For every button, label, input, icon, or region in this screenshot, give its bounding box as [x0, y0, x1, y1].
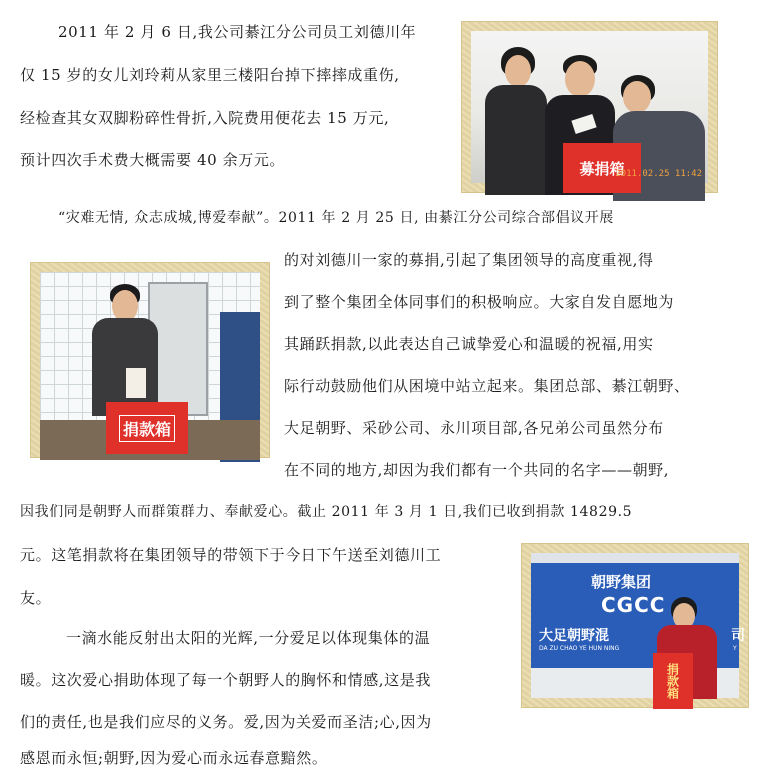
text-line: 们的责任,也是我们应尽的义务。爱,因为关爱而圣洁;心,因为: [20, 713, 432, 731]
text-line: 2011 年 2 月 6 日,我公司綦江分公司员工刘德川年: [58, 23, 417, 41]
text-line: 际行动鼓励他们从困境中站立起来。集团总部、綦江朝野、: [284, 377, 690, 395]
sign-company-name: 朝野集团: [591, 573, 652, 591]
photo-donation-2: [30, 262, 270, 458]
sign-pinyin-tail: Y: [733, 645, 737, 652]
text-line: 感恩而永恒;朝野,因为爱心而永远春意黯然。: [20, 749, 328, 767]
donation-box: [653, 653, 693, 709]
text-line: 预计四次手术费大概需要 40 余万元。: [20, 151, 286, 169]
photo-donation-1: [461, 21, 718, 193]
text-line: 其踊跃捐款,以此表达自己诚挚爱心和温暖的祝福,用实: [284, 335, 654, 353]
date-stamp: 2011.02.25 11:42: [615, 169, 702, 179]
donation-box: [563, 143, 641, 193]
sign-branch-name: 大足朝野混: [539, 628, 609, 644]
text-line: 大足朝野、采砂公司、永川项目部,各兄弟公司虽然分布: [284, 419, 664, 437]
text-line: 一滴水能反射出太阳的光辉,一分爱足以体现集体的温: [66, 629, 431, 647]
donation-box-label: 募捐箱: [579, 159, 625, 178]
donation-box: [106, 402, 188, 454]
sign-pinyin: DA ZU CHAO YE HUN NING: [539, 645, 620, 652]
photo-donation-3: [521, 543, 749, 708]
text-line: 因我们同是朝野人而群策群力、奉献爱心。截止 2011 年 3 月 1 日,我们已收到捐款 14829.5: [20, 504, 633, 520]
text-line: 在不同的地方,却因为我们都有一个共同的名字——朝野,: [284, 461, 670, 479]
text-line: “灾难无情, 众志成城,博爱奉献”。2011 年 2 月 25 日, 由綦江分公司综合部倡议开展: [58, 210, 614, 226]
text-line: 经检查其女双脚粉碎性骨折,入院费用便花去 15 万元,: [20, 109, 390, 127]
woman-figure: [531, 553, 739, 698]
text-line: 暖。这次爱心捐助体现了每一个朝野人的胸怀和情感,这是我: [20, 671, 431, 689]
text-line: 的对刘德川一家的募捐,引起了集团领导的高度重视,得: [284, 251, 654, 269]
donation-box-label: 捐款箱: [665, 663, 680, 699]
text-line: 友。: [20, 589, 52, 607]
text-line: 元。这笔捐款将在集团领导的带领下于今日下午送至刘德川工: [20, 546, 442, 564]
donation-box-label: 捐款箱: [119, 415, 175, 442]
text-line: 仅 15 岁的女儿刘玲莉从家里三楼阳台掉下摔摔成重伤,: [20, 66, 400, 84]
text-line: 到了整个集团全体同事们的积极响应。大家自发自愿地为: [284, 293, 675, 311]
sign-branch-name-tail: 司: [731, 628, 745, 644]
sign-logo: CGCC: [601, 593, 666, 617]
